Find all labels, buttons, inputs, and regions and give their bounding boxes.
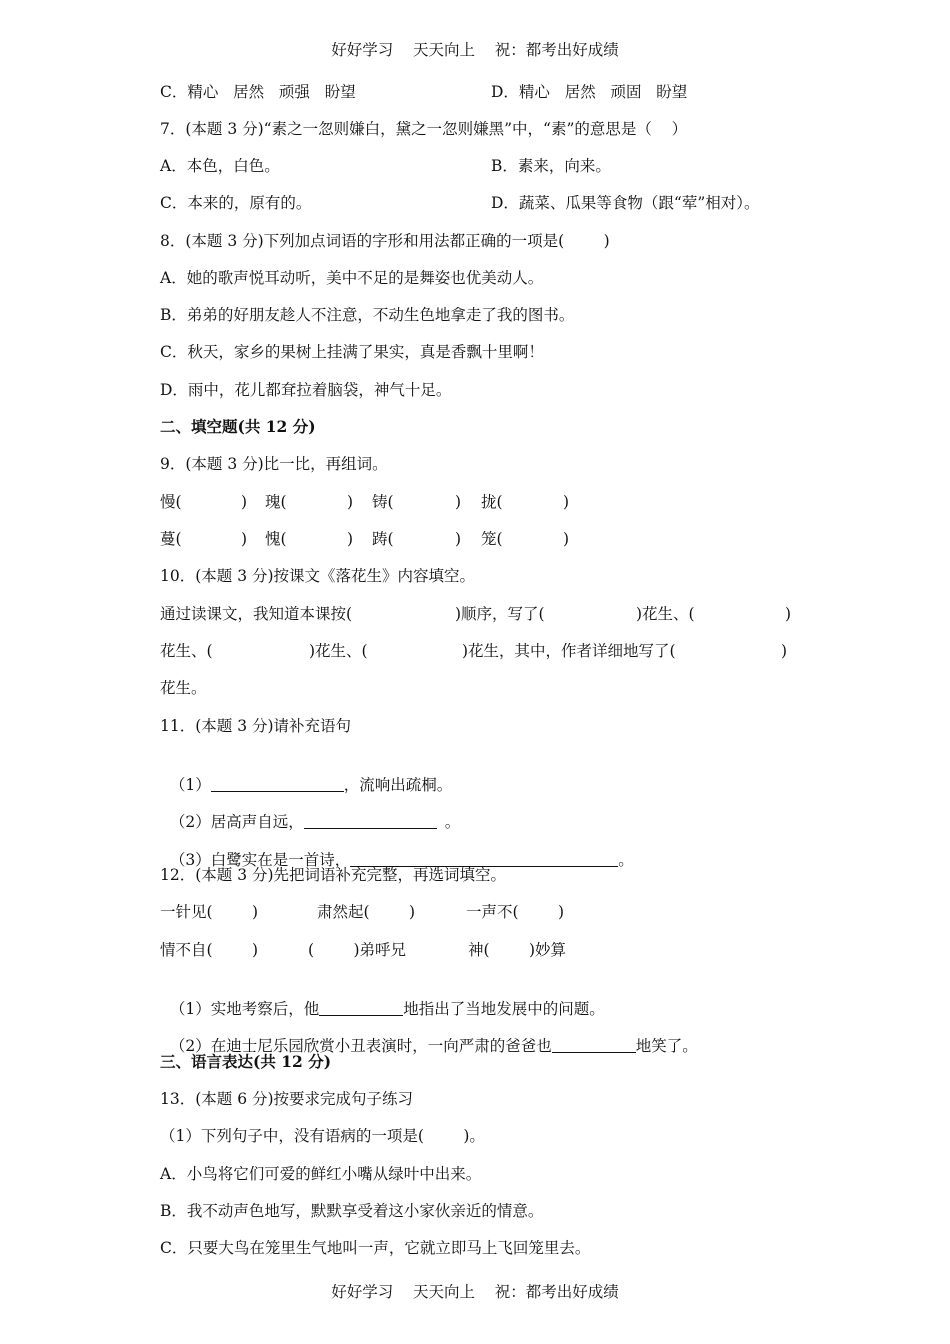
- q11-item-1-label: （1）: [169, 776, 211, 794]
- q13-option-c: C．只要大鸟在笼里生气地叫一声，它就立即马上飞回笼里去。: [160, 1239, 591, 1257]
- q8-option-d: D．雨中，花儿都耷拉着脑袋，神气十足。: [160, 381, 452, 399]
- q9-paren-8: ): [563, 530, 570, 548]
- q12-word-6: 神( )妙算: [468, 941, 567, 959]
- q7-option-a: A．本色，白色。: [160, 157, 280, 175]
- q10-stem: 10．(本题 3 分)按课文《落花生》内容填空。: [160, 567, 476, 585]
- q11-item-2-end: 。: [444, 813, 461, 831]
- q8-option-a: A．她的歌声悦耳动听，美中不足的是舞姿也优美动人。: [160, 269, 544, 287]
- q7-option-c: C．本来的，原有的。: [160, 194, 312, 212]
- q9-char-1: 慢(: [160, 493, 182, 511]
- q10-line2-part3: )花生，其中，作者详细地写了(: [462, 642, 676, 660]
- q10-line1-part2: )顺序，写了(: [455, 605, 545, 623]
- q10-line2-part2: )花生、(: [309, 642, 368, 660]
- q9-char-3: 铸(: [372, 493, 394, 511]
- q7-stem: 7．(本题 3 分)“素之一忽则嫌白，黛之一忽则嫌黑”中，“素”的意思是（ ）: [160, 120, 688, 138]
- q12-word-1: 一针见( ): [160, 903, 259, 921]
- q10-line1-part1: 通过读课文，我知道本课按(: [160, 605, 353, 623]
- q7-option-d: D．蔬菜、瓜果等食物（跟“荤”相对）。: [491, 194, 760, 212]
- q13-option-b: B．我不动声色地写，默默享受着这小家伙亲近的情意。: [160, 1202, 544, 1220]
- q10-line2-part4: ): [781, 642, 788, 660]
- q9-paren-6: ): [347, 530, 354, 548]
- q9-paren-3: ): [455, 493, 462, 511]
- q6-option-c: C．精心 居然 顽强 盼望: [160, 83, 356, 101]
- q10-line1-part4: ): [785, 605, 792, 623]
- q11-item-1-text: ，流响出疏桐。: [343, 776, 453, 794]
- q11-stem: 11．(本题 3 分)请补充语句: [160, 717, 352, 735]
- q9-paren-2: ): [347, 493, 354, 511]
- q13-stem: 13．(本题 6 分)按要求完成句子练习: [160, 1090, 414, 1108]
- q9-paren-1: ): [241, 493, 248, 511]
- q13-sub-1: （1）下列句子中，没有语病的一项是( )。: [160, 1127, 485, 1145]
- q9-char-7: 踌(: [372, 530, 394, 548]
- page-footer: 好好学习 天天向上 祝：都考出好成绩: [331, 1283, 619, 1301]
- q9-char-8: 笼(: [481, 530, 503, 548]
- section-3-heading: 三、语言表达(共 12 分): [160, 1052, 332, 1071]
- q6-option-d: D．精心 居然 顽固 盼望: [491, 83, 688, 101]
- q9-stem: 9．(本题 3 分)比一比，再组词。: [160, 455, 388, 473]
- q9-paren-5: ): [241, 530, 248, 548]
- q11-item-3-end: 。: [618, 851, 634, 869]
- q9-paren-7: ): [455, 530, 462, 548]
- q12-word-2: 肃然起( ): [317, 903, 416, 921]
- q9-paren-4: ): [563, 493, 570, 511]
- q9-char-2: 瑰(: [265, 493, 287, 511]
- q12-sentence-2-end: 地笑了。: [635, 1037, 698, 1055]
- q12-sentence-2-text: （2）在迪士尼乐园欣赏小丑表演时，一向严肃的爸爸也: [169, 1037, 552, 1055]
- q10-line2-part1: 花生、(: [160, 642, 213, 660]
- q9-char-4: 拢(: [481, 493, 503, 511]
- q12-word-5: ( )弟呼兄: [308, 941, 407, 959]
- q11-item-3-text: （3）白鹭实在是一首诗，: [169, 851, 351, 869]
- q12-stem: 12．(本题 3 分)先把词语补充完整，再选词填空。: [160, 866, 507, 884]
- q8-stem: 8．(本题 3 分)下列加点词语的字形和用法都正确的一项是( ): [160, 232, 610, 250]
- q8-option-b: B．弟弟的好朋友趁人不注意，不动生色地拿走了我的图书。: [160, 306, 575, 324]
- q8-option-c: C．秋天，家乡的果树上挂满了果实，真是香飘十里啊！: [160, 343, 544, 361]
- q12-blank-2[interactable]: [552, 1036, 636, 1053]
- q12-sentence-1-end: 地指出了当地发展中的问题。: [403, 1000, 605, 1018]
- q9-char-5: 蔓(: [160, 530, 182, 548]
- q7-option-b: B．素来，向来。: [491, 157, 611, 175]
- q10-line3: 花生。: [160, 679, 207, 697]
- q12-sentence-1-text: （1）实地考察后，他: [169, 1000, 320, 1018]
- page-header: 好好学习 天天向上 祝：都考出好成绩: [331, 41, 619, 59]
- q9-char-6: 愧(: [265, 530, 287, 548]
- section-2-heading: 二、填空题(共 12 分): [160, 417, 316, 436]
- q12-word-4: 情不自( ): [160, 941, 259, 959]
- q12-word-3: 一声不( ): [466, 903, 565, 921]
- q11-item-2-text: （2）居高声自远，: [169, 813, 304, 831]
- q13-option-a: A．小鸟将它们可爱的鲜红小嘴从绿叶中出来。: [160, 1165, 482, 1183]
- q10-line1-part3: )花生、(: [636, 605, 695, 623]
